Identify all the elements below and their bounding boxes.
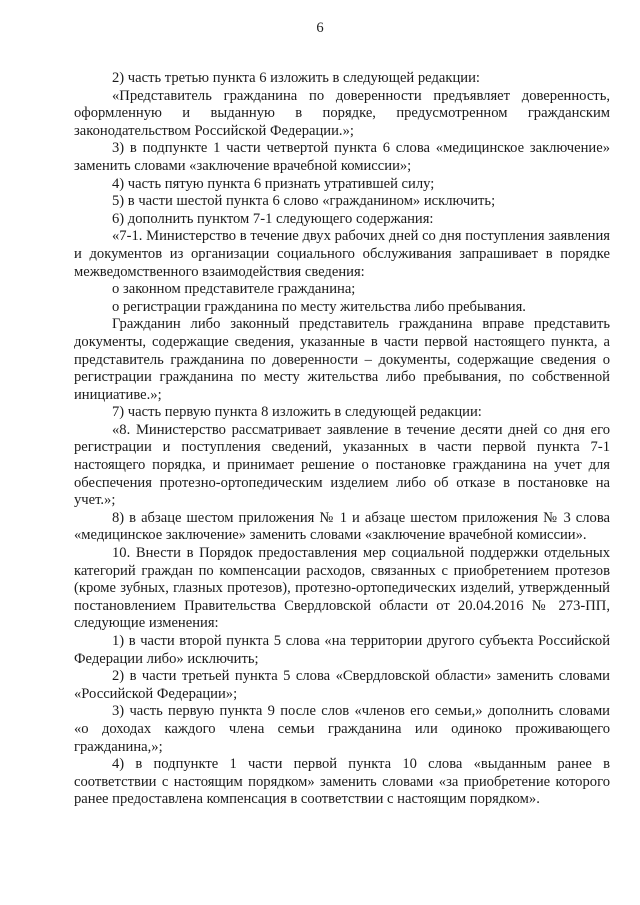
- paragraph-section-10: 10. Внести в Порядок предоставления мер социальной поддержки отдельных категорий граждан по компенсации расходов, связанных с приобретением протезов (кроме зубных, глазных протезов), протезно-ортопедических изделий, утвержденный постановлением Правительства Свердловской области от 20.04.2016 № 273-ПП, следующие изменения:: [74, 545, 610, 632]
- paragraph-item-7: 7) часть первую пункта 8 изложить в следующей редакции:: [112, 404, 482, 421]
- paragraph-item-8: 8) в абзаце шестом приложения № 1 и абзаце шестом приложения № 3 слова «медицинское заключение» заменить словами «заключение врачебной комиссии».: [74, 509, 610, 544]
- paragraph-representative-quote: «Представитель гражданина по доверенности предъявляет доверенность, оформленную и выданную в порядке, предусмотренном гражданским законодательством Российской Федерации.»;: [74, 87, 610, 139]
- paragraph-section-10-item-3: 3) часть первую пункта 9 после слов «членов его семьи,» дополнить словами «о доходах каждого члена семьи гражданина или одиноко проживающего гражданина,»;: [74, 703, 610, 755]
- paragraph-item-3: 3) в подпункте 1 части четвертой пункта 6 слова «медицинское заключение» заменить словами «заключение врачебной комиссии»;: [74, 140, 610, 174]
- paragraph-item-6: 6) дополнить пунктом 7-1 следующего содержания:: [112, 210, 434, 227]
- paragraph-item-5: 5) в части шестой пункта 6 слово «гражданином» исключить;: [112, 193, 496, 210]
- paragraph-7-1-quote: «7-1. Министерство в течение двух рабочих дней со дня поступления заявления и документов из организации социального обслуживания запрашивает в порядке межведомственного взаимодействия сведения:: [74, 228, 610, 280]
- paragraph-citizen-documents: Гражданин либо законный представитель гражданина вправе представить документы, содержащие сведения, указанные в части первой настоящего пункта, а представитель гражданина по доверенности – документы, содержащие сведения о регистрации гражданина по месту жительства либо пребывания, по собственной инициативе.»;: [74, 316, 610, 403]
- paragraph-legal-representative: о законном представителе гражданина;: [112, 281, 356, 298]
- paragraph-registration: о регистрации гражданина по месту жительства либо пребывания.: [112, 298, 526, 315]
- paragraph-item-2: 2) часть третью пункта 6 изложить в следующей редакции:: [112, 70, 480, 86]
- paragraph-item-4: 4) часть пятую пункта 6 признать утратившей силу;: [112, 175, 435, 192]
- paragraph-section-10-item-2: 2) в части третьей пункта 5 слова «Свердловской области» заменить словами «Российской Федерации»;: [74, 668, 610, 702]
- document-body: [74, 70, 610, 809]
- paragraph-8-quote: «8. Министерство рассматривает заявление в течение десяти дней со дня его регистрации и поступления сведений, указанных в части первой пункта 7-1 настоящего порядка, и принимает решение о постановке гражданина на учет для обеспечения протезно-ортопедическим изделием либо об отказе в постановке на учет.»;: [74, 421, 610, 509]
- page-number: 6: [316, 20, 324, 36]
- paragraph-section-10-item-4: 4) в подпункте 1 части первой пункта 10 слова «выданным ранее в соответствии с настоящим порядком» заменить словами «за приобретение которого ранее предоставлена компенсация в соответствии с настоящим порядком».: [74, 756, 610, 808]
- paragraph-section-10-item-1: 1) в части второй пункта 5 слова «на территории другого субъекта Российской Федерации либо» исключить;: [74, 633, 610, 667]
